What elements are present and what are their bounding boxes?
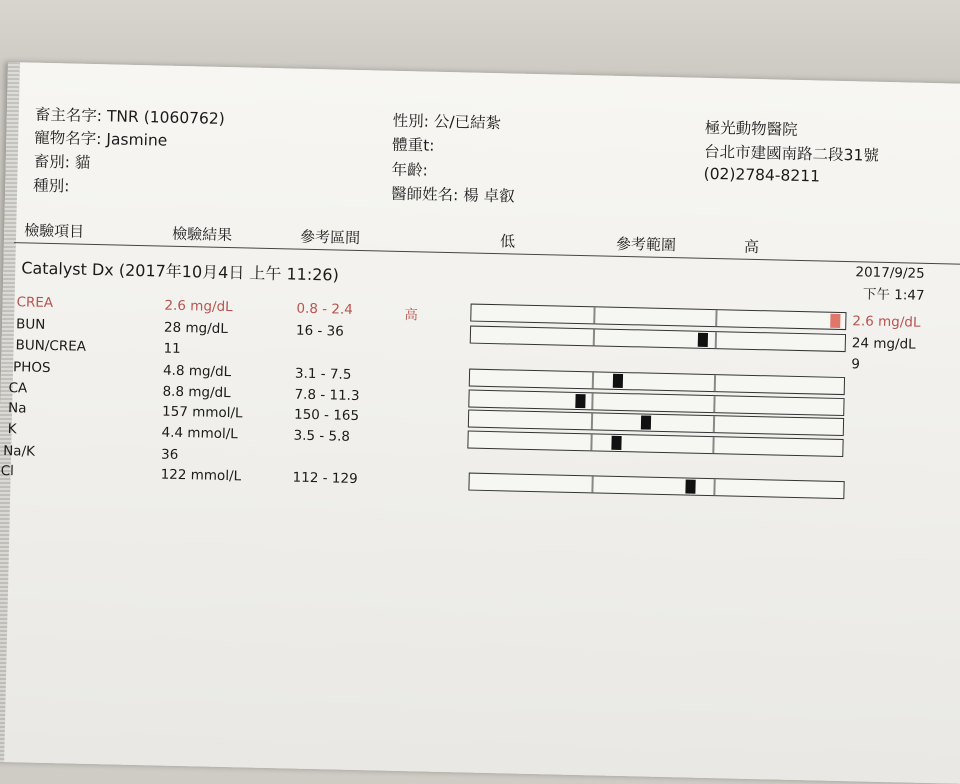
col-header-result: 檢驗結果 [171,224,233,245]
range-bar-marker [641,415,651,429]
range-bar-low-divider [590,434,592,450]
col-header-interval: 參考區間 [299,227,361,248]
col-header-high: 高 [743,237,760,257]
previous-time: 下午 1:47 [862,286,925,304]
col-header-range: 參考範圍 [615,234,677,255]
range-bar-low-divider [591,393,593,409]
reference-interval: 16 - 36 [295,322,344,340]
previous-result: 9 [851,356,861,373]
weight: 體重t: [392,135,435,155]
test-name: BUN/CREA [15,337,87,355]
test-name: K [7,421,17,438]
doctor-name: 醫師姓名: 楊 卓叡 [390,184,515,206]
range-bar [468,473,844,500]
sex: 性別: 公/已結紮 [392,111,502,133]
col-header-low: 低 [499,232,516,251]
test-name: PHOS [12,359,51,377]
test-result: 4.8 mg/dL [162,362,232,381]
animal-type: 畜別: 貓 [33,152,91,172]
owner-name: 畜主名字: TNR (1060762) [34,105,226,128]
range-bar-high-divider [715,332,717,348]
range-bar-high-divider [713,479,715,495]
range-bar-marker [611,436,621,450]
clinic-address: 台北市建國南路二段31號 [703,142,880,165]
range-bar-low-divider [591,476,593,492]
test-result: 28 mg/dL [163,319,229,338]
test-name: Na/K [2,442,36,460]
test-result: 157 mmol/L [161,403,243,422]
reference-interval: 0.8 - 2.4 [296,300,354,318]
range-bar-marker [698,333,708,347]
reference-interval: 112 - 129 [292,469,358,488]
range-bar-high-divider [713,416,715,432]
range-bar-high-divider [715,310,717,326]
range-bar-high-divider [712,437,714,453]
test-result: 122 mmol/L [160,466,242,485]
range-bar-low-divider [593,329,595,345]
col-header-item: 檢驗項目 [23,221,85,241]
test-result: 8.8 mg/dL [162,383,231,402]
clinic-name: 極光動物醫院 [704,118,798,139]
previous-result: 2.6 mg/dL [852,313,921,331]
test-name: Na [7,400,27,417]
range-bar-low-divider [591,413,593,429]
test-result: 36 [160,446,179,463]
age: 年齡: [391,160,429,180]
breed: 種別: [32,176,70,196]
range-bar-high-divider [714,375,716,391]
test-title: Catalyst Dx (2017年10月4日 上午 11:26) [21,258,340,285]
test-name: BUN [15,316,46,333]
reference-interval: 150 - 165 [293,406,360,425]
lab-report-paper [0,62,960,784]
reference-interval: 3.5 - 5.8 [293,427,351,445]
range-bar-high-divider [713,396,715,412]
range-bar-low-divider [592,372,594,388]
range-bar-marker [830,314,840,328]
range-bar-marker [575,394,585,408]
test-name: Cl [0,462,15,480]
previous-result: 24 mg/dL [851,335,916,353]
high-flag: 高 [404,307,419,324]
range-bar-marker [613,374,623,388]
range-bar [470,326,846,353]
reference-interval: 7.8 - 11.3 [294,386,360,405]
test-name: CREA [16,294,54,312]
test-result: 4.4 mmol/L [161,424,238,443]
test-name: CA [8,380,28,397]
test-result: 2.6 mg/dL [164,297,233,316]
range-bar-low-divider [593,307,595,323]
previous-date: 2017/9/25 [855,264,925,282]
clinic-phone: (02)2784-8211 [703,164,821,186]
reference-interval: 3.1 - 7.5 [294,365,352,383]
test-result: 11 [163,340,181,357]
pet-name: 寵物名字: Jasmine [34,128,168,150]
range-bar-marker [685,479,695,493]
